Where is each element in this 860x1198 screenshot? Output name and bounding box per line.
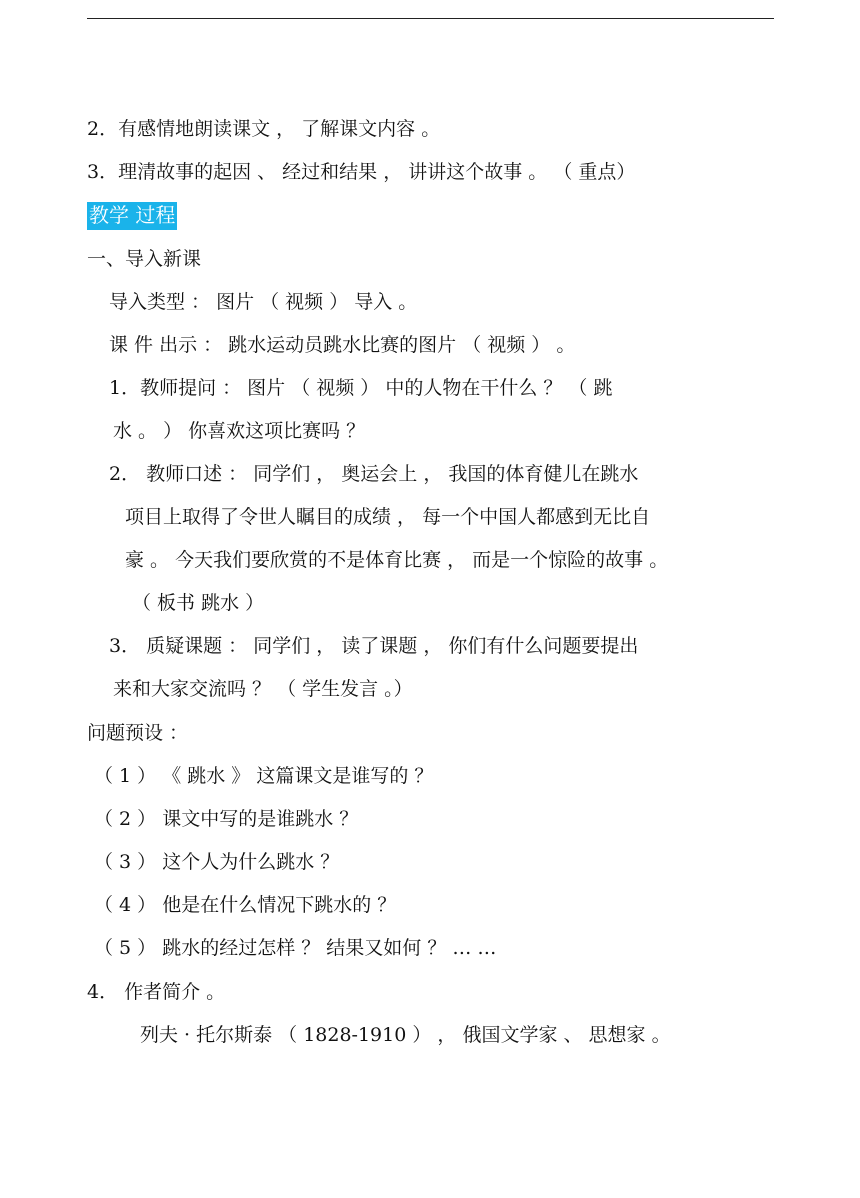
- goal-3: 3．理清故事的起因 、 经过和结果 ， 讲讲这个故事 。 （ 重点）: [87, 161, 636, 183]
- section-heading-highlight: 教学 过程: [87, 202, 177, 230]
- part1-title: 一、导入新课: [87, 248, 202, 270]
- question-5: （ 5 ） 跳水的经过怎样 ？ 结果又如何 ？ … …: [94, 937, 497, 959]
- courseware: 课 件 出示 ： 跳水运动员跳水比赛的图片 （ 视频 ） 。: [109, 334, 576, 356]
- section-heading: [87, 203, 177, 227]
- goal-2: 2．有感情地朗读课文 ， 了解课文内容 。: [87, 118, 441, 140]
- question-4: （ 4 ） 他是在什么情况下跳水的 ？: [94, 894, 397, 916]
- question-2: （ 2 ） 课文中写的是谁跳水 ？: [94, 808, 359, 830]
- item4-title: 4． 作者简介 。: [87, 981, 226, 1003]
- author-bio: 列夫 · 托尔斯泰 （ 1828-1910 ） ， 俄国文学家 、 思想家 。: [140, 1024, 671, 1046]
- preset-title: 问题预设 ：: [87, 722, 189, 744]
- question-1: （ 1 ） 《 跳水 》 这篇课文是谁写的 ？: [94, 765, 434, 787]
- question-3: （ 3 ） 这个人为什么跳水 ？: [94, 851, 340, 873]
- item3-line1: 3． 质疑课题 ： 同学们 ， 读了课题 ， 你们有什么问题要提出: [109, 635, 639, 657]
- item2-line4: （ 板书 跳水 ）: [132, 592, 265, 614]
- item2-line1: 2． 教师口述 ： 同学们 ， 奥运会上 ， 我国的体育健儿在跳水: [109, 463, 639, 485]
- item2-line3: 豪 。 今天我们要欣赏的不是体育比赛 ， 而是一个惊险的故事 。: [125, 549, 669, 571]
- intro-type: 导入类型 ： 图片 （ 视频 ） 导入 。: [109, 291, 418, 313]
- item2-line2: 项目上取得了令世人瞩目的成绩 ， 每一个中国人都感到无比自: [125, 506, 651, 528]
- item1-line1: 1．教师提问 ： 图片 （ 视频 ） 中的人物在干什么 ？ （ 跳: [109, 377, 613, 399]
- header-rule: [87, 18, 774, 19]
- item3-line2: 来和大家交流吗 ？ （ 学生发言 。）: [113, 678, 413, 700]
- item1-line2: 水 。 ） 你喜欢这项比赛吗 ？: [113, 420, 366, 442]
